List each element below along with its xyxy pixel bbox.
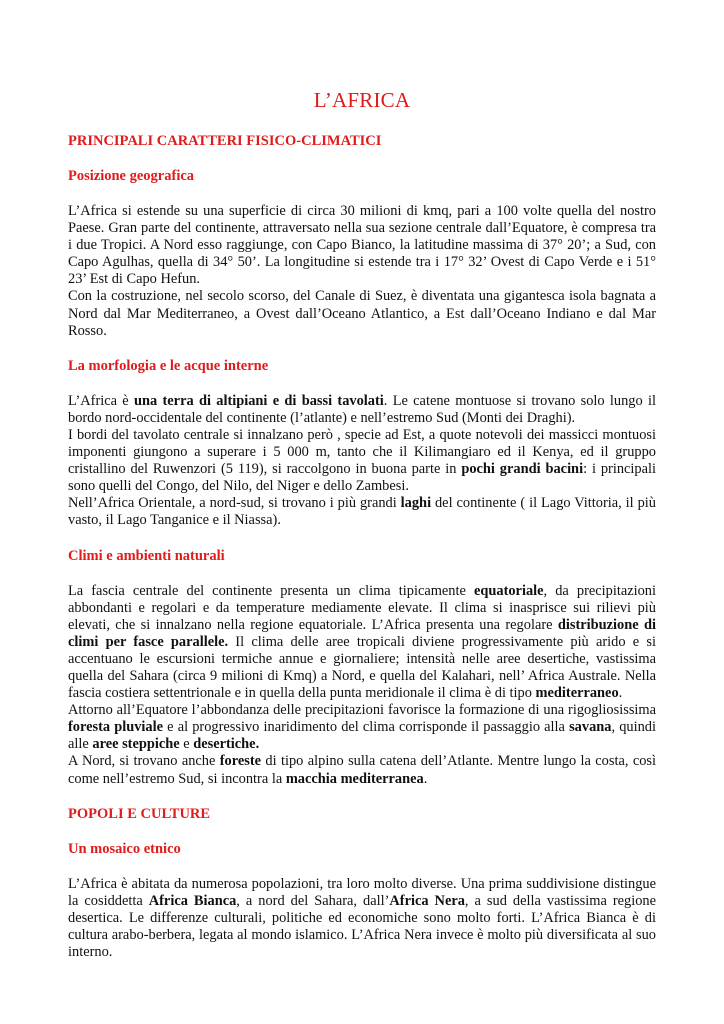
text-run: A Nord, si trovano anche — [68, 753, 220, 770]
text-run: Il clima delle aree tropicali diviene progressivamente più arido e si accentuano le escursioni termiche annue e giornaliere; intensità nelle aree desertiche, vastissima quella del Sahara (circa 9 milioni di Kmq) a Nord, e quella del Kalahari, nell’ Africa Australe. Nella fascia costiera settentrionale e in quella della punta meridionale il clima è di tipo — [68, 633, 656, 702]
text-run: , quindi alle — [68, 719, 656, 753]
subheading-geographic-position: Posizione geografica — [68, 168, 195, 184]
subheading-morphology: La morfologia e le acque interne — [68, 357, 269, 374]
subheading-ethnic-mosaic: Un mosaico etnico — [68, 840, 181, 857]
bold-run: una terra di altipiani e di bassi tavolati — [134, 392, 384, 409]
text-line — [68, 427, 656, 495]
bold-run: macchia mediterranea — [285, 770, 424, 787]
text-run: , a nord del Sahara, dall’ — [236, 892, 390, 909]
bold-run: laghi — [400, 495, 432, 512]
text-line — [68, 495, 656, 529]
text-line: Con la costruzione, nel secolo scorso, del Canale di Suez, è diventata una gigantesca isola bagnata a Nord dal Mar Mediterraneo, a Ovest dall’Oceano Atlantico, a Est dall’Oceano Indiano e dal Mar Rosso. — [68, 288, 656, 339]
text-run: , da precipitazioni abbondanti e regolari e da temperature mediamente elevate. Il clima si inasprisce sui rilievi più elevati, che si innalzano nella regione equatoriale. L’Africa presenta una regolare — [68, 582, 656, 633]
text-line — [68, 393, 656, 427]
section-heading-physical-climatic: PRINCIPALI CARATTERI FISICO-CLIMATICI — [68, 133, 382, 149]
text-line — [68, 702, 656, 753]
paragraph-morphology — [68, 393, 656, 530]
text-run: . — [423, 770, 428, 787]
text-run: e — [179, 736, 194, 753]
bold-run: desertiche. — [193, 736, 260, 753]
bold-run: pochi grandi bacini — [461, 461, 584, 478]
bold-run: aree steppiche — [92, 736, 180, 753]
text-run: La fascia centrale del continente presenta un clima tipicamente — [68, 582, 474, 599]
text-run: Attorno all’Equatore l’abbondanza delle precipitazioni favorisce la formazione di una rigogliosissima — [68, 702, 656, 719]
bold-run: equatoriale — [473, 582, 544, 599]
bold-run: savana — [569, 719, 612, 736]
text-line — [68, 876, 656, 961]
text-line: L’Africa si estende su una superficie di circa 30 milioni di kmq, pari a 100 volte quella del nostro Paese. Gran parte del continente, attraversato nella sua sezione centrale dall’Equatore, è compresa tra i due Tropici. A Nord esso raggiunge, con Capo Bianco, la latitudine massima di 37° 20’; a Sud, con Capo Agulhas, quella di 34° 50’. La longitudine si estende tra i 17° 32’ Ovest di Capo Verde e i 51° 23’ Est di Capo Hefun. — [68, 203, 656, 288]
paragraph-ethnic-mosaic — [68, 876, 656, 961]
text-run: I bordi del tavolato centrale si innalzano però , specie ad Est, a quote notevoli dei massicci montuosi imponenti giungono a superare i 5 000 m, tanto che il Kilimangiaro ed il Kenya, ed il gruppo cristallino del Ruwenzori (5 119), si raccolgono in buona parte in — [68, 426, 656, 478]
text-run: : i principali sono quelli del Congo, del Nilo, del Niger e dello Zambesi. — [68, 461, 656, 495]
text-run: L’Africa è — [68, 392, 134, 409]
text-run: del continente ( il Lago Vittoria, il più vasto, il Lago Tanganice e il Niassa). — [68, 495, 656, 529]
text-line — [68, 583, 656, 703]
text-run: e al progressivo inaridimento del clima corrisponde il passaggio alla — [163, 719, 570, 736]
text-run: Nell’Africa Orientale, a nord-sud, si trovano i più grandi — [68, 495, 401, 512]
text-run: L’Africa è abitata da numerosa popolazioni, tra loro molto diverse. Una prima suddivisione distingue la cosiddetta — [68, 875, 656, 909]
paragraph-climate — [68, 583, 656, 788]
bold-run: distribuzione di climi per fasce parallele. — [68, 616, 656, 650]
text-run: . Le catene montuose si trovano solo lungo il bordo nord-occidentale del continente (l’atlante) e nell’estremo Sud (Monti dei Draghi). — [68, 392, 656, 426]
section-heading-peoples-cultures: POPOLI E CULTURE — [68, 805, 211, 822]
paragraph-geographic-position — [68, 203, 656, 340]
bold-run: mediterraneo — [535, 685, 619, 702]
bold-run: foresta pluviale — [68, 719, 164, 736]
bold-run: Africa Nera — [389, 892, 465, 909]
page-title: L’AFRICA — [313, 88, 411, 112]
text-run: , a sud della vastissima regione desertica. Le differenze culturali, politiche ed economiche sono molto forti. L’Africa Bianca è di cultura arabo-berbera, legata al mondo islamico. L’Africa Nera invece è molto più diversificata al suo interno. — [68, 892, 656, 960]
bold-run: foreste — [219, 753, 262, 770]
text-line — [68, 753, 656, 787]
bold-run: Africa Bianca — [148, 892, 237, 909]
text-run: . — [618, 685, 623, 702]
subheading-climate: Climi e ambienti naturali — [68, 547, 225, 564]
text-run: di tipo alpino sulla catena dell’Atlante. Mentre lungo la costa, così come nell’estremo Sud, si incontra la — [68, 753, 656, 787]
